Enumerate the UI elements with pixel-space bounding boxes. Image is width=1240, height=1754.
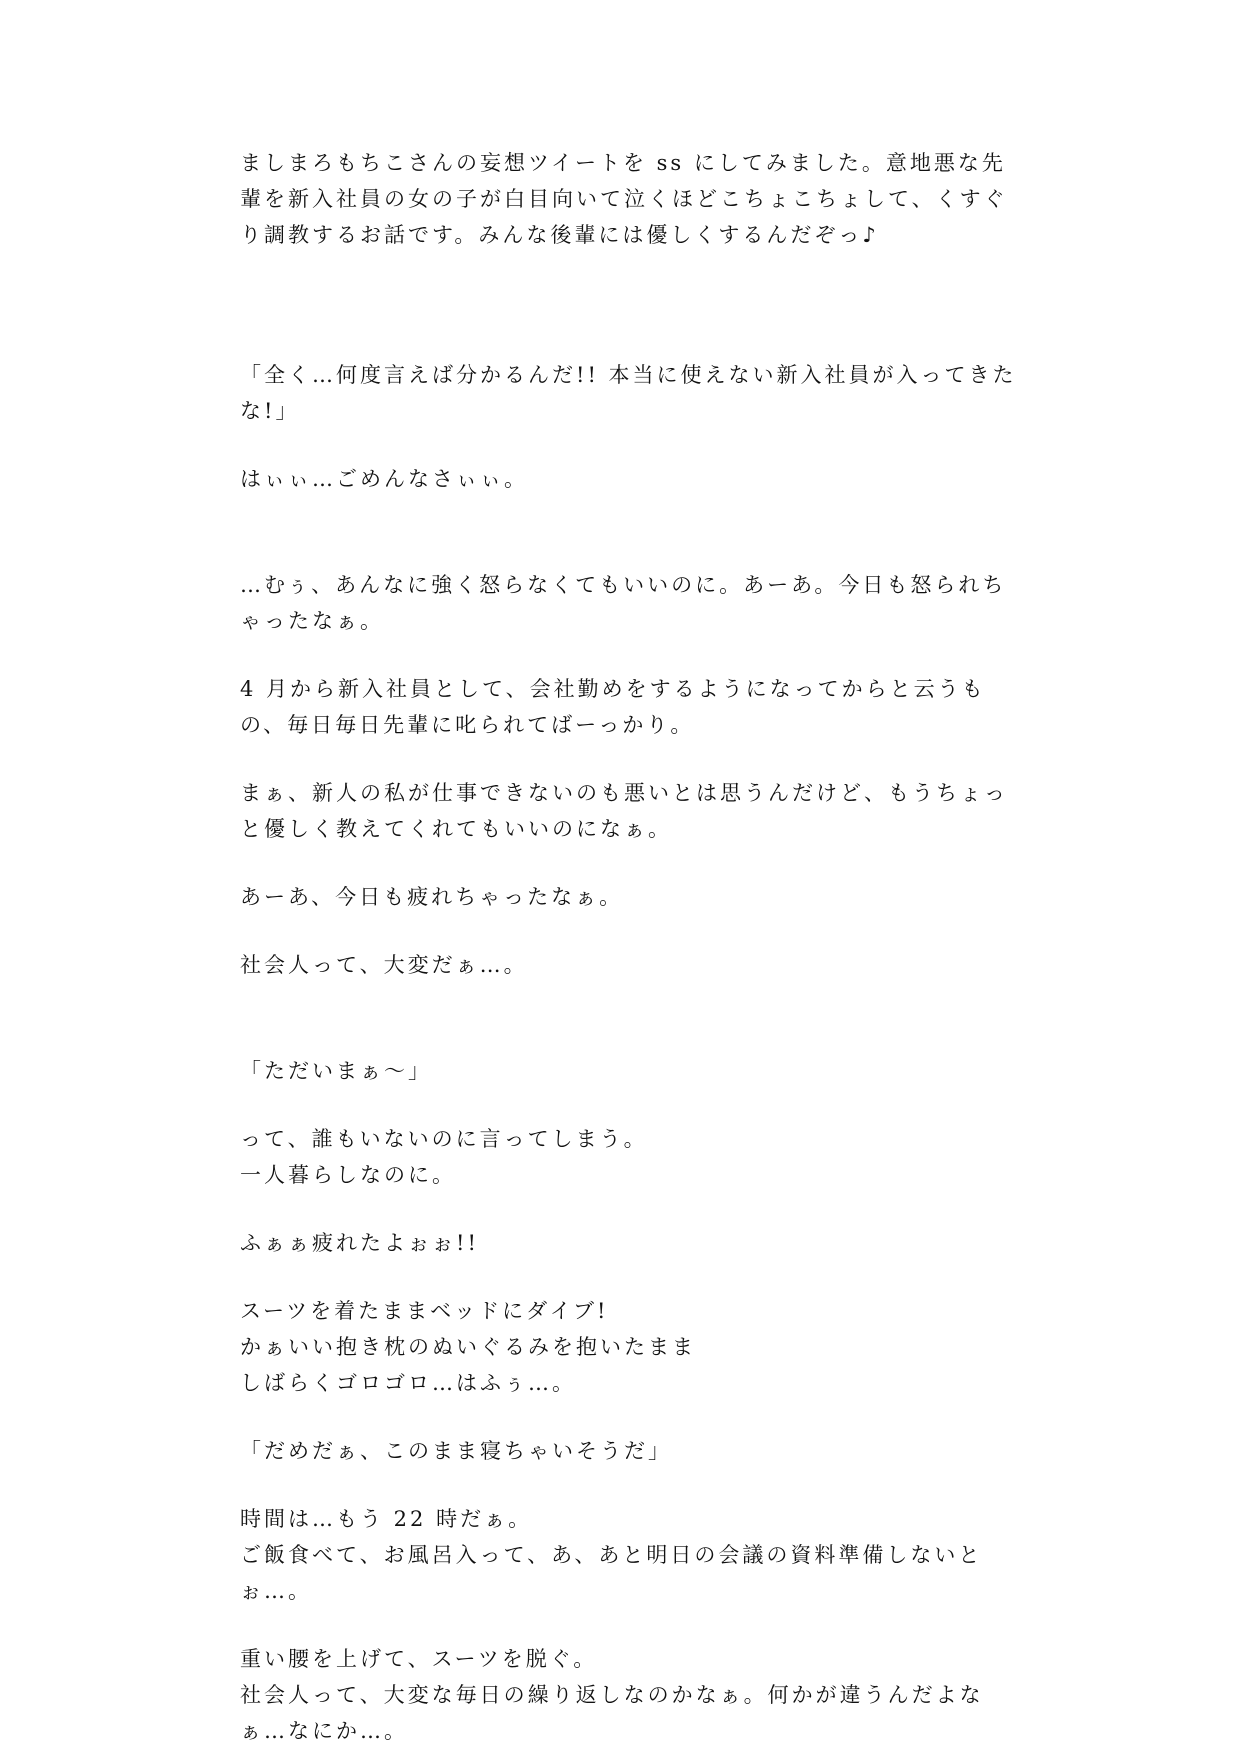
text-line: 時間は…もう 22 時だぁ。 bbox=[240, 1507, 533, 1531]
story-paragraph bbox=[240, 879, 1020, 915]
intro-line: ましまろもちこさんの妄想ツイートを ss にしてみました。意地悪な先輩を新入社員の女の子が白目向いて泣くほどこちょこちょして、くすぐり調教するお話です。みんな後輩には優しくするんだぞっ♪ bbox=[240, 151, 1008, 247]
text-line: しばらくゴロゴロ…はふぅ…。 bbox=[240, 1371, 576, 1395]
spacer bbox=[240, 1261, 1020, 1293]
story-paragraph bbox=[240, 1121, 1020, 1193]
text-line: あーあ、今日も疲れちゃったなぁ。 bbox=[240, 885, 624, 909]
spacer bbox=[240, 429, 1020, 461]
spacer bbox=[240, 253, 1020, 357]
text-line: 社会人って、大変な毎日の繰り返しなのかなぁ。何かが違うんだよなぁ…なにか…。 bbox=[240, 1683, 984, 1743]
text-line: まぁ、新人の私が仕事できないのも悪いとは思うんだけど、もうちょっと優しく教えてくれてもいいのになぁ。 bbox=[240, 781, 1008, 841]
text-line: 「だめだぁ、このまま寝ちゃいそうだ」 bbox=[240, 1439, 672, 1463]
story-paragraph bbox=[240, 1641, 1020, 1749]
text-line: 社会人って、大変だぁ…。 bbox=[240, 953, 528, 977]
story-paragraph bbox=[240, 461, 1020, 497]
text-line: はぃぃ…ごめんなさぃぃ。 bbox=[240, 467, 528, 491]
spacer bbox=[240, 915, 1020, 947]
text-line: 一人暮らしなのに。 bbox=[240, 1163, 456, 1187]
spacer bbox=[240, 743, 1020, 775]
spacer bbox=[240, 1193, 1020, 1225]
dialogue-paragraph bbox=[240, 357, 1020, 429]
spacer bbox=[240, 983, 1020, 1053]
story-paragraph bbox=[240, 671, 1020, 743]
text-line: って、誰もいないのに言ってしまう。 bbox=[240, 1127, 648, 1151]
intro-paragraph bbox=[240, 145, 1020, 253]
text-line: ふぁぁ疲れたよぉぉ!! bbox=[240, 1231, 479, 1255]
text-line: …むぅ、あんなに強く怒らなくてもいいのに。あーあ。今日も怒られちゃったなぁ。 bbox=[240, 573, 1007, 633]
text-line: かぁいい抱き枕のぬいぐるみを抱いたまま bbox=[240, 1335, 696, 1359]
story-paragraph bbox=[240, 1225, 1020, 1261]
story-paragraph bbox=[240, 1501, 1020, 1609]
story-paragraph bbox=[240, 567, 1020, 639]
spacer bbox=[240, 847, 1020, 879]
dialogue-paragraph bbox=[240, 1053, 1020, 1089]
story-paragraph bbox=[240, 947, 1020, 983]
dialogue-paragraph bbox=[240, 1433, 1020, 1469]
spacer bbox=[240, 1469, 1020, 1501]
text-line: ご飯食べて、お風呂入って、あ、あと明日の会議の資料準備しないとぉ…。 bbox=[240, 1543, 983, 1603]
text-line: 4 月から新入社員として、会社勤めをするようになってからと云うもの、毎日毎日先輩に叱られてばーっかり。 bbox=[240, 677, 986, 737]
spacer bbox=[240, 1609, 1020, 1641]
spacer bbox=[240, 639, 1020, 671]
story-paragraph bbox=[240, 1293, 1020, 1401]
spacer bbox=[240, 1401, 1020, 1433]
text-line: 「ただいまぁ～」 bbox=[240, 1059, 432, 1083]
spacer bbox=[240, 1089, 1020, 1121]
text-line: 「全く…何度言えば分かるんだ!! 本当に使えない新入社員が入ってきたな!」 bbox=[240, 363, 1017, 423]
story-text bbox=[240, 145, 1020, 1749]
text-line: 重い腰を上げて、スーツを脱ぐ。 bbox=[240, 1647, 598, 1671]
story-paragraph bbox=[240, 775, 1020, 847]
text-line: スーツを着たままベッドにダイブ! bbox=[240, 1299, 609, 1323]
spacer bbox=[240, 497, 1020, 567]
